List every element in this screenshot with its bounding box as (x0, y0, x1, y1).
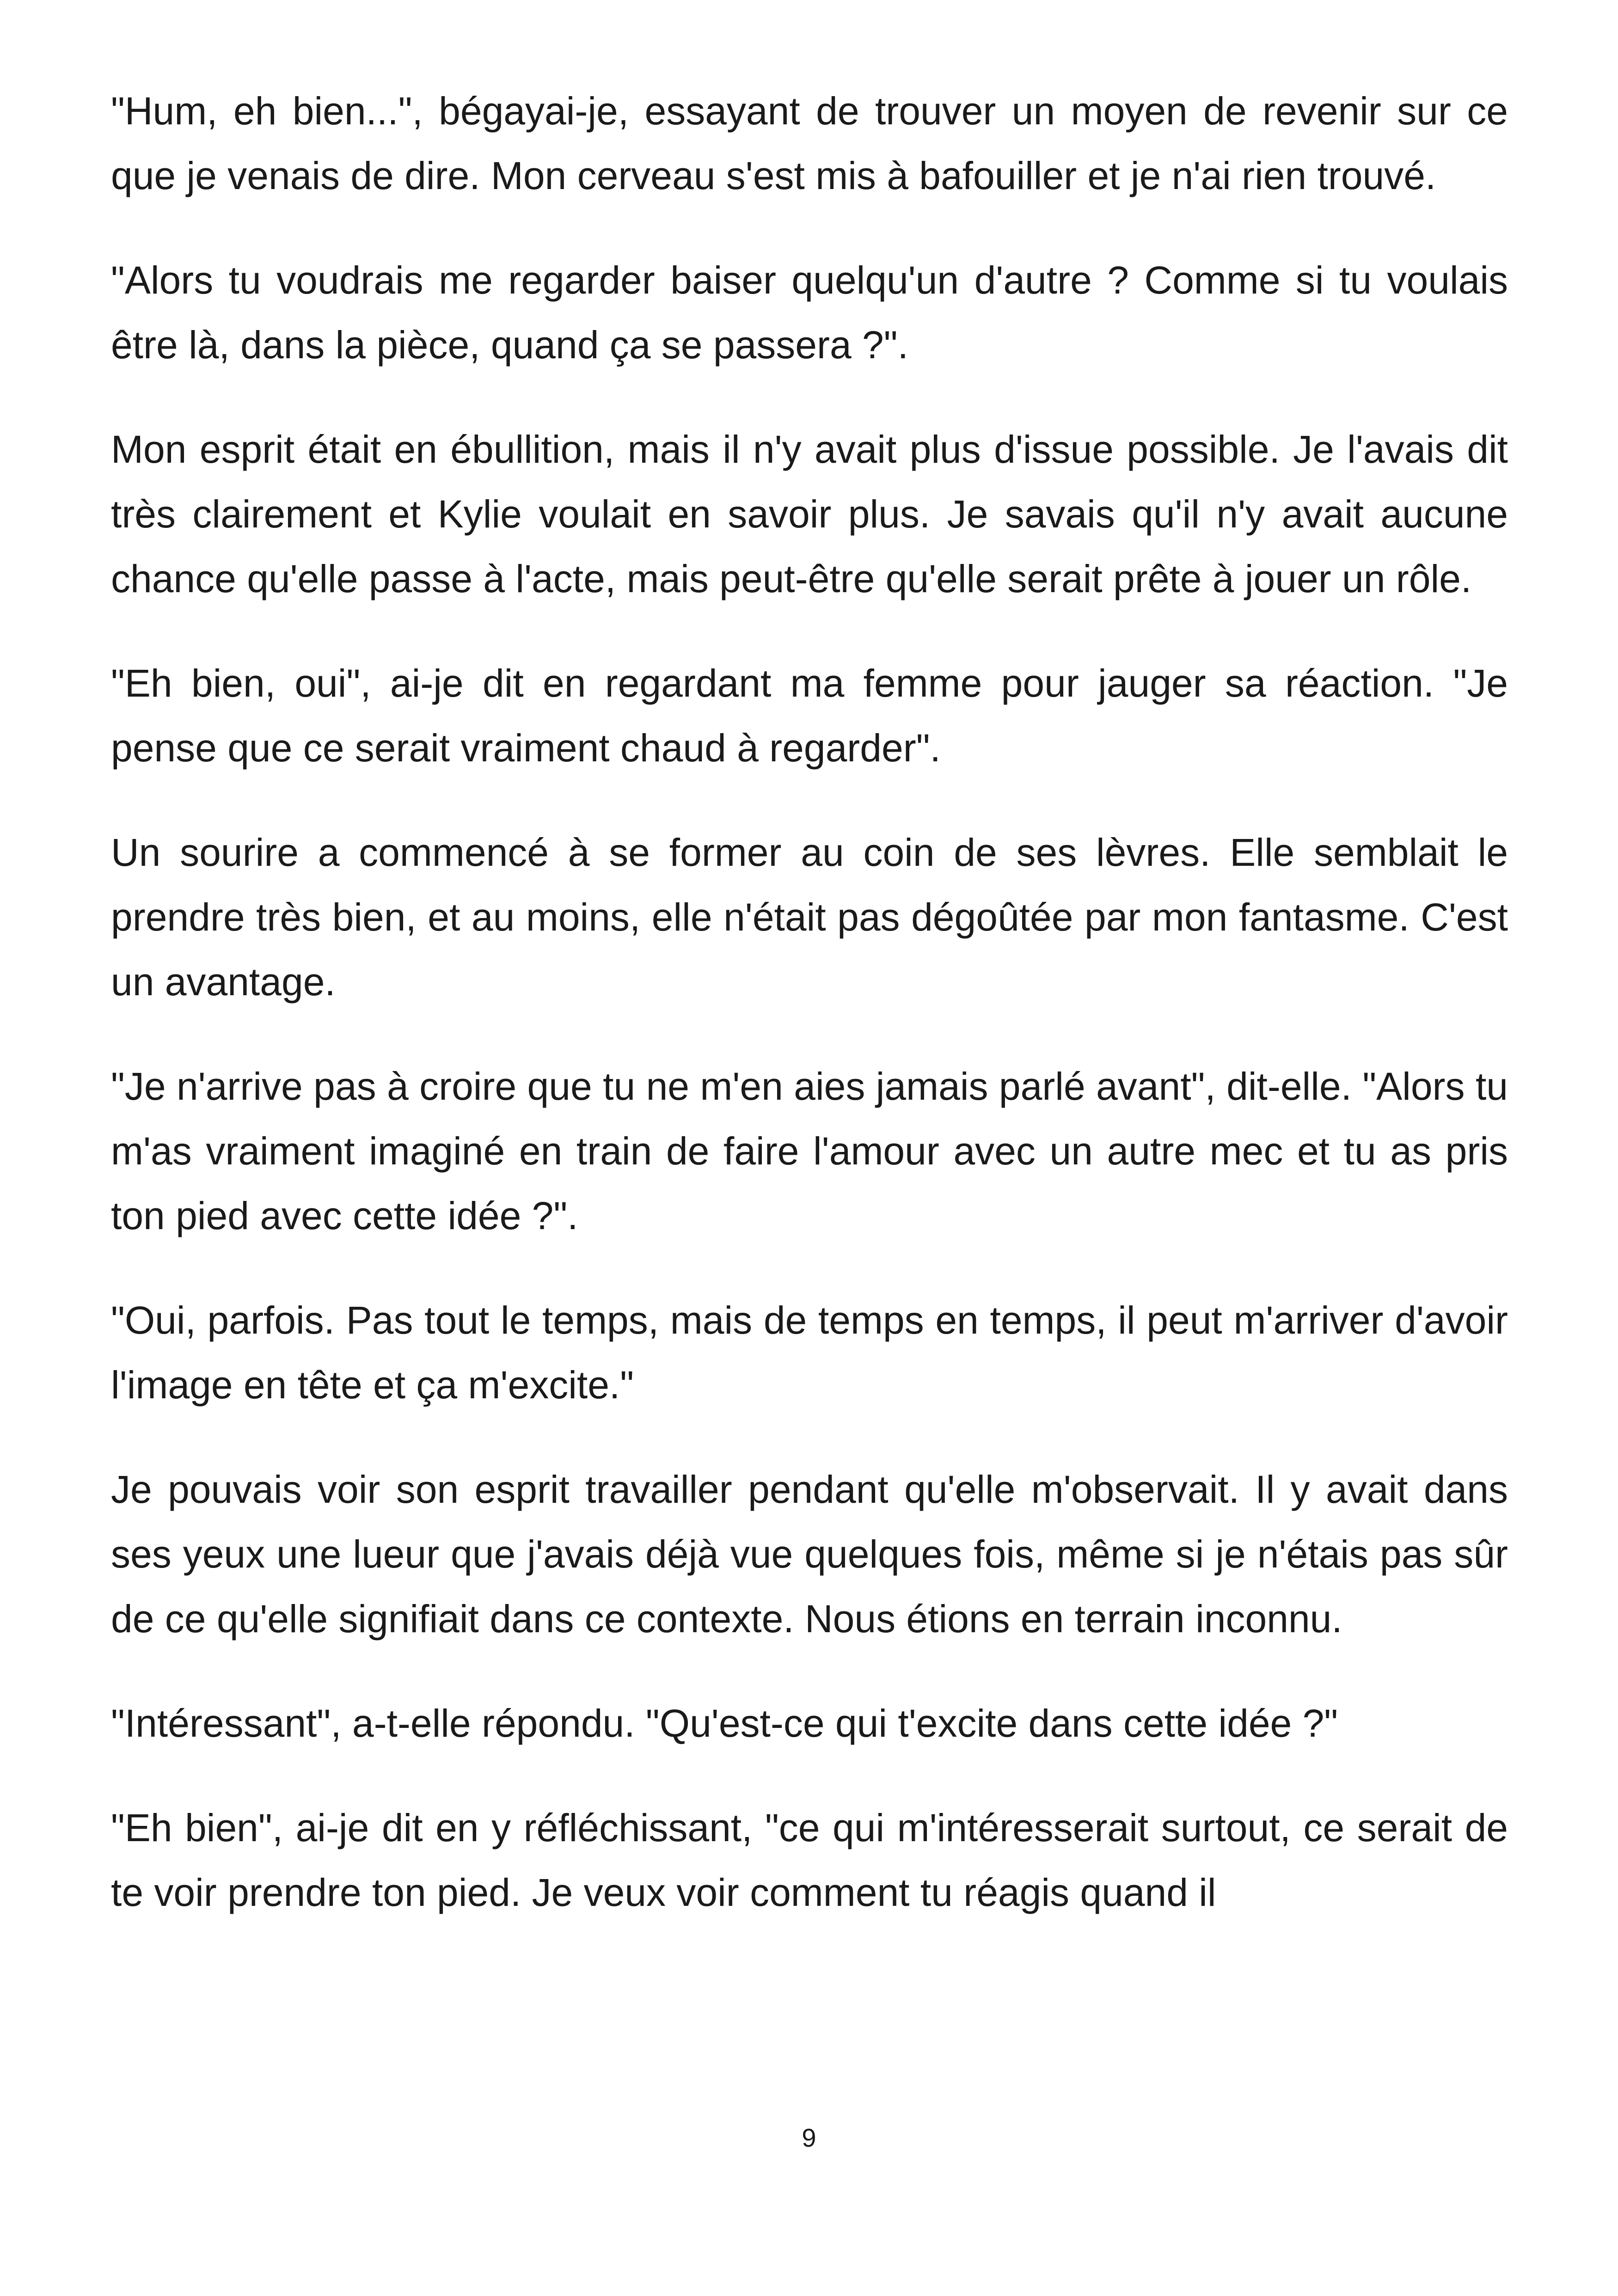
paragraph-2: "Alors tu voudrais me regarder baiser quelqu'un d'autre ? Comme si tu voulais être là, dans la pièce, quand ça se passera ?". (111, 258, 1508, 367)
body-text (111, 79, 1508, 1965)
paragraph-1: "Hum, eh bien...", bégayai-je, essayant de trouver un moyen de revenir sur ce que je venais de dire. Mon cerveau s'est mis à bafouiller et je n'ai rien trouvé. (111, 89, 1508, 197)
paragraph-3: Mon esprit était en ébullition, mais il n'y avait plus d'issue possible. Je l'avais dit très clairement et Kylie voulait en savoir plus. Je savais qu'il n'y avait aucune chance qu'elle passe à l'acte, mais peut-être qu'elle serait prête à jouer un rôle. (111, 428, 1508, 600)
paragraph-10: "Eh bien", ai-je dit en y réfléchissant, "ce qui m'intéresserait surtout, ce serait de te voir prendre ton pied. Je veux voir comment tu réagis quand il (111, 1806, 1508, 1914)
paragraph-5: Un sourire a commencé à se former au coin de ses lèvres. Elle semblait le prendre très bien, et au moins, elle n'était pas dégoûtée par mon fantasme. C'est un avantage. (111, 831, 1508, 1004)
paragraph-4: "Eh bien, oui", ai-je dit en regardant ma femme pour jauger sa réaction. "Je pense que ce serait vraiment chaud à regarder". (111, 661, 1508, 770)
page-number: 9 (802, 2123, 816, 2152)
paragraph-9: "Intéressant", a-t-elle répondu. "Qu'est-ce qui t'excite dans cette idée ?" (111, 1702, 1338, 1745)
paragraph-6: "Je n'arrive pas à croire que tu ne m'en aies jamais parlé avant", dit-elle. "Alors tu m'as vraiment imaginé en train de faire l'amour avec un autre mec et tu as pris ton pied avec cette idée ?". (111, 1065, 1508, 1237)
paragraph-7: "Oui, parfois. Pas tout le temps, mais de temps en temps, il peut m'arriver d'avoir l'image en tête et ça m'excite." (111, 1298, 1508, 1407)
paragraph-8: Je pouvais voir son esprit travailler pendant qu'elle m'observait. Il y avait dans ses yeux une lueur que j'avais déjà vue quelques fois, même si je n'étais pas sûr de ce qu'elle signifiait dans ce contexte. Nous étions en terrain inconnu. (111, 1468, 1508, 1641)
